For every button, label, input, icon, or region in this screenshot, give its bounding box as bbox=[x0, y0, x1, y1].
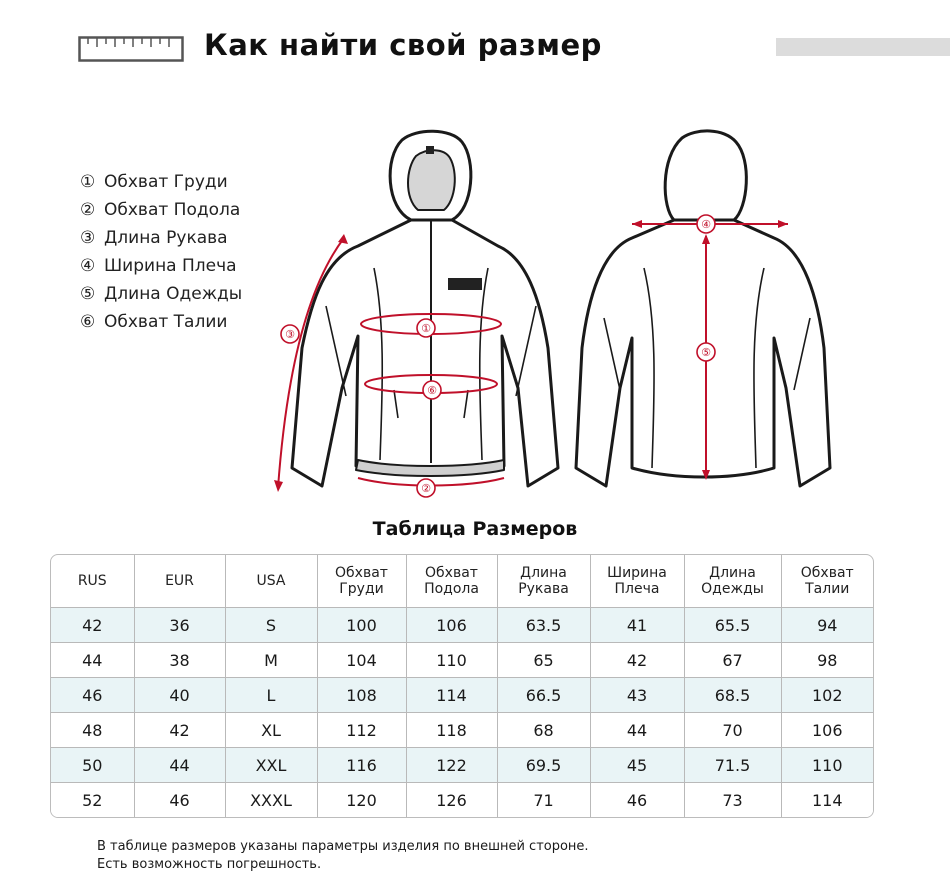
cell-waist: 110 bbox=[781, 748, 873, 783]
table-row bbox=[51, 608, 873, 643]
cell-waist: 114 bbox=[781, 783, 873, 818]
cell-usa: XXXL bbox=[225, 783, 317, 818]
cell-rus: 46 bbox=[51, 678, 134, 713]
cell-usa: M bbox=[225, 643, 317, 678]
jacket-front-illustration bbox=[266, 128, 576, 500]
header-waist: Обхват Талии bbox=[781, 555, 873, 608]
marker-waist: ⑥ bbox=[427, 384, 437, 397]
cell-eur: 38 bbox=[134, 643, 225, 678]
table-header-row bbox=[51, 555, 873, 608]
cell-length: 73 bbox=[684, 783, 781, 818]
table-row bbox=[51, 783, 873, 818]
cell-rus: 42 bbox=[51, 608, 134, 643]
cell-rus: 52 bbox=[51, 783, 134, 818]
cell-eur: 42 bbox=[134, 713, 225, 748]
cell-waist: 102 bbox=[781, 678, 873, 713]
cell-waist: 106 bbox=[781, 713, 873, 748]
cell-rus: 50 bbox=[51, 748, 134, 783]
cell-length: 67 bbox=[684, 643, 781, 678]
cell-sleeve: 65 bbox=[497, 643, 590, 678]
cell-chest: 116 bbox=[317, 748, 406, 783]
cell-usa: XL bbox=[225, 713, 317, 748]
cell-hem: 122 bbox=[406, 748, 497, 783]
table-row bbox=[51, 678, 873, 713]
cell-sleeve: 69.5 bbox=[497, 748, 590, 783]
cell-shoulder: 46 bbox=[590, 783, 684, 818]
legend-item-chest: ① Обхват Груди bbox=[80, 172, 228, 192]
marker-chest: ① bbox=[421, 322, 431, 335]
cell-hem: 106 bbox=[406, 608, 497, 643]
cell-sleeve: 71 bbox=[497, 783, 590, 818]
table-row bbox=[51, 748, 873, 783]
disclaimer-note bbox=[97, 838, 589, 874]
ruler-icon bbox=[78, 36, 184, 62]
cell-sleeve: 68 bbox=[497, 713, 590, 748]
header-usa: USA bbox=[225, 555, 317, 608]
marker-length: ⑤ bbox=[701, 346, 711, 359]
header-shoulder: Ширина Плеча bbox=[590, 555, 684, 608]
cell-chest: 120 bbox=[317, 783, 406, 818]
cell-chest: 100 bbox=[317, 608, 406, 643]
cell-sleeve: 66.5 bbox=[497, 678, 590, 713]
cell-waist: 98 bbox=[781, 643, 873, 678]
note-line-1: В таблице размеров указаны параметры изделия по внешней стороне. bbox=[97, 839, 589, 854]
cell-waist: 94 bbox=[781, 608, 873, 643]
legend-item-sleeve: ③ Длина Рукава bbox=[80, 228, 228, 248]
cell-shoulder: 44 bbox=[590, 713, 684, 748]
table-title: Таблица Размеров bbox=[372, 518, 578, 540]
cell-length: 70 bbox=[684, 713, 781, 748]
cell-length: 65.5 bbox=[684, 608, 781, 643]
measurement-legend bbox=[80, 168, 242, 336]
cell-shoulder: 43 bbox=[590, 678, 684, 713]
header-hem: Обхват Подола bbox=[406, 555, 497, 608]
table-row bbox=[51, 713, 873, 748]
cell-shoulder: 42 bbox=[590, 643, 684, 678]
size-table bbox=[50, 554, 874, 818]
cell-chest: 104 bbox=[317, 643, 406, 678]
header-rus: RUS bbox=[51, 555, 134, 608]
cell-usa: S bbox=[225, 608, 317, 643]
legend-item-waist: ⑥ Обхват Талии bbox=[80, 312, 228, 332]
cell-shoulder: 41 bbox=[590, 608, 684, 643]
header-sleeve: Длина Рукава bbox=[497, 555, 590, 608]
note-line-2: Есть возможность погрешность. bbox=[97, 857, 322, 872]
page-title: Как найти свой размер bbox=[204, 28, 602, 62]
legend-item-shoulder: ④ Ширина Плеча bbox=[80, 256, 237, 276]
header-length: Длина Одежды bbox=[684, 555, 781, 608]
cell-length: 68.5 bbox=[684, 678, 781, 713]
table-row bbox=[51, 643, 873, 678]
cell-eur: 40 bbox=[134, 678, 225, 713]
cell-eur: 36 bbox=[134, 608, 225, 643]
cell-rus: 48 bbox=[51, 713, 134, 748]
cell-chest: 108 bbox=[317, 678, 406, 713]
cell-eur: 44 bbox=[134, 748, 225, 783]
header-eur: EUR bbox=[134, 555, 225, 608]
cell-hem: 110 bbox=[406, 643, 497, 678]
cell-shoulder: 45 bbox=[590, 748, 684, 783]
cell-length: 71.5 bbox=[684, 748, 781, 783]
jacket-back-illustration bbox=[574, 128, 840, 500]
legend-item-length: ⑤ Длина Одежды bbox=[80, 284, 243, 304]
cell-hem: 118 bbox=[406, 713, 497, 748]
cell-usa: XXL bbox=[225, 748, 317, 783]
cell-chest: 112 bbox=[317, 713, 406, 748]
cell-usa: L bbox=[225, 678, 317, 713]
legend-item-hem: ② Обхват Подола bbox=[80, 200, 241, 220]
cell-sleeve: 63.5 bbox=[497, 608, 590, 643]
header-decor-bar bbox=[776, 38, 950, 56]
marker-shoulder: ④ bbox=[701, 218, 711, 231]
cell-hem: 126 bbox=[406, 783, 497, 818]
cell-eur: 46 bbox=[134, 783, 225, 818]
header-chest: Обхват Груди bbox=[317, 555, 406, 608]
marker-hem: ② bbox=[421, 482, 431, 495]
cell-rus: 44 bbox=[51, 643, 134, 678]
marker-sleeve: ③ bbox=[285, 328, 295, 341]
cell-hem: 114 bbox=[406, 678, 497, 713]
